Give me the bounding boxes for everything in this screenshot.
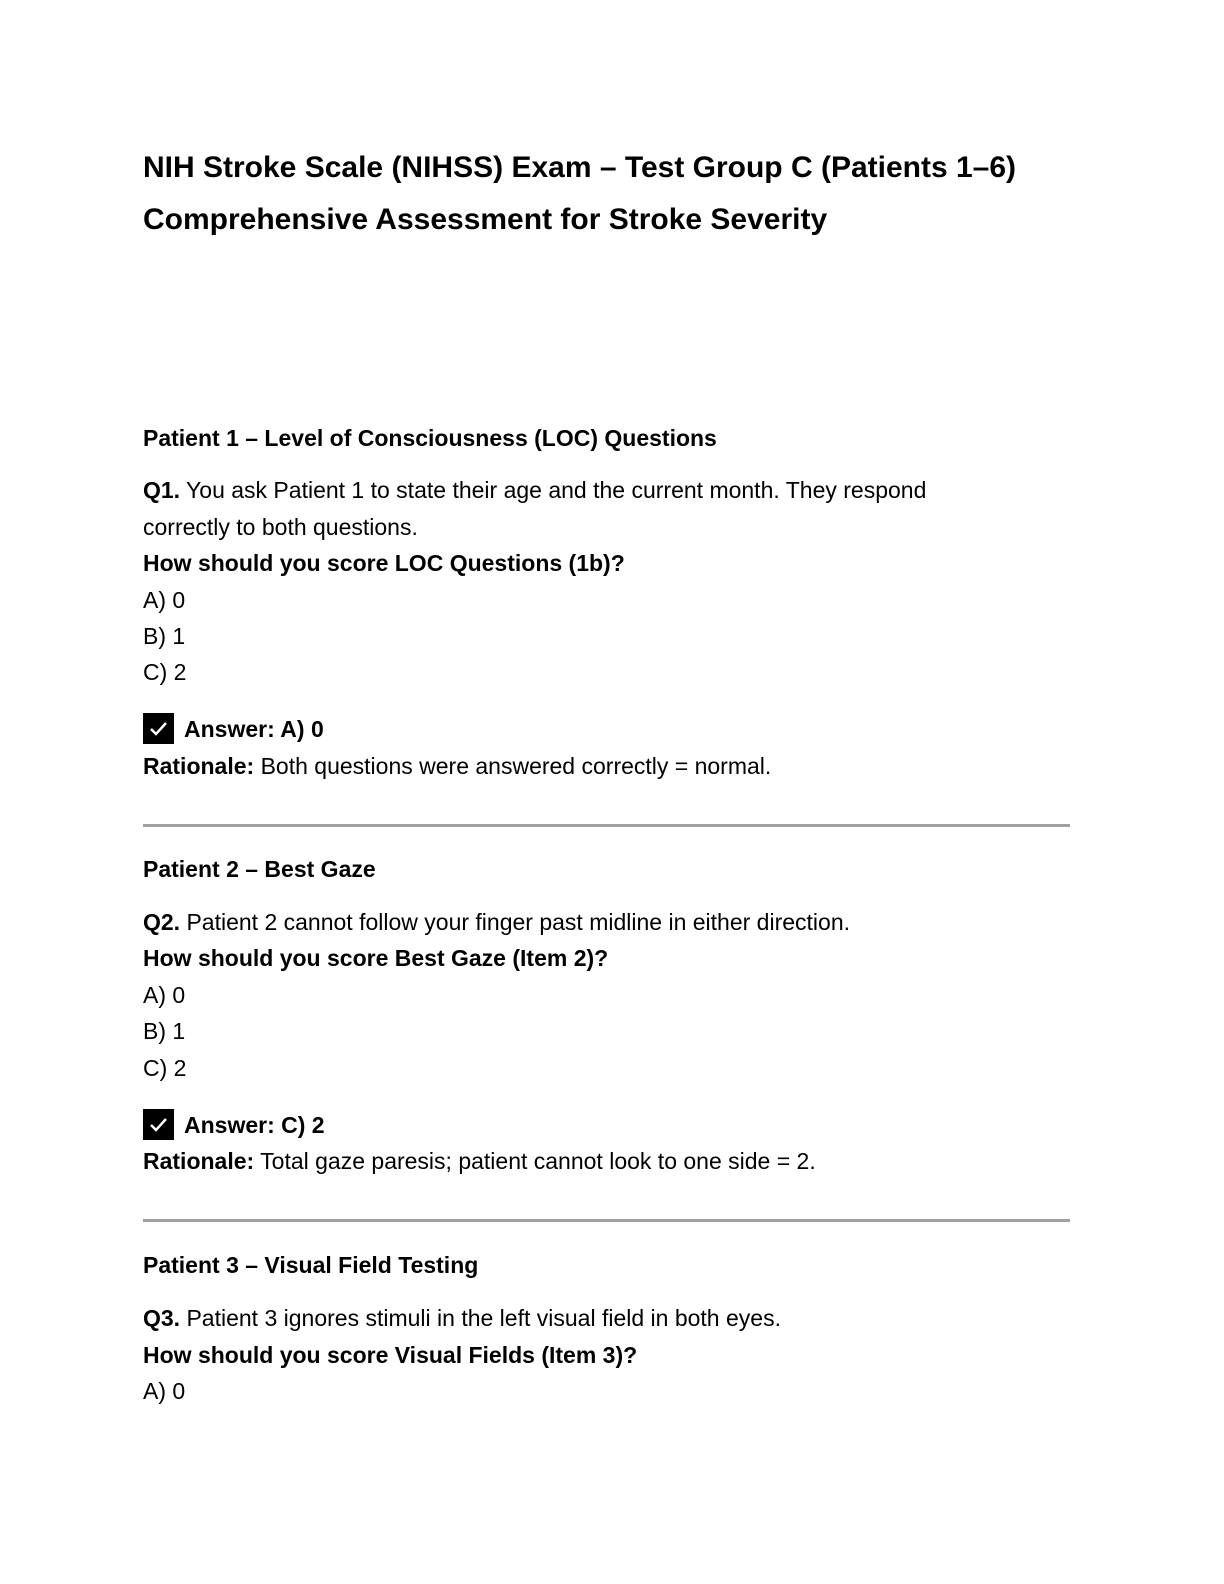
section-heading: Patient 3 – Visual Field Testing [143,1252,479,1278]
option-a: A) 0 [143,1378,186,1404]
option-c: C) 2 [143,659,187,685]
rationale-label: Rationale: [143,753,255,779]
question-text [143,1303,781,1333]
question-line: Patient 2 cannot follow your finger past midline in either direction. [180,909,850,935]
answer-text: Answer: C) 2 [184,1112,325,1138]
rationale [143,1146,816,1176]
question-prompt: How should you score Visual Fields (Item 3)? [143,1342,638,1368]
question-label: Q3. [143,1305,181,1331]
question-line: correctly to both questions. [143,514,418,540]
question-line: You ask Patient 1 to state their age and the current month. They respond [180,477,927,503]
question-line: Patient 3 ignores stimuli in the left visual field in both eyes. [180,1305,781,1331]
option-a: A) 0 [143,587,186,613]
checkmark-icon [143,1109,174,1140]
section-heading: Patient 2 – Best Gaze [143,856,376,882]
option-a: A) 0 [143,982,186,1008]
rationale-label: Rationale: [143,1148,255,1174]
divider [143,1219,1070,1222]
answer-line [143,1110,325,1142]
rationale-text: Both questions were answered correctly = normal. [254,753,772,779]
option-b: B) 1 [143,1018,186,1044]
section-heading: Patient 1 – Level of Consciousness (LOC) Questions [143,425,717,451]
answer-line [143,714,324,746]
question-text [143,907,850,937]
rationale [143,751,771,781]
divider [143,824,1070,827]
page-title: NIH Stroke Scale (NIHSS) Exam – Test Group C (Patients 1–6) Comprehensive Assessment for Stroke Severity [143,151,1017,236]
checkmark-icon [143,713,174,744]
option-c: C) 2 [143,1055,187,1081]
question-label: Q2. [143,909,181,935]
option-b: B) 1 [143,623,186,649]
rationale-text: Total gaze paresis; patient cannot look to one side = 2. [254,1148,816,1174]
question-text [143,475,926,505]
question-label: Q1. [143,477,181,503]
question-prompt: How should you score Best Gaze (Item 2)? [143,945,609,971]
question-prompt: How should you score LOC Questions (1b)? [143,550,625,576]
answer-text: Answer: A) 0 [184,716,324,742]
